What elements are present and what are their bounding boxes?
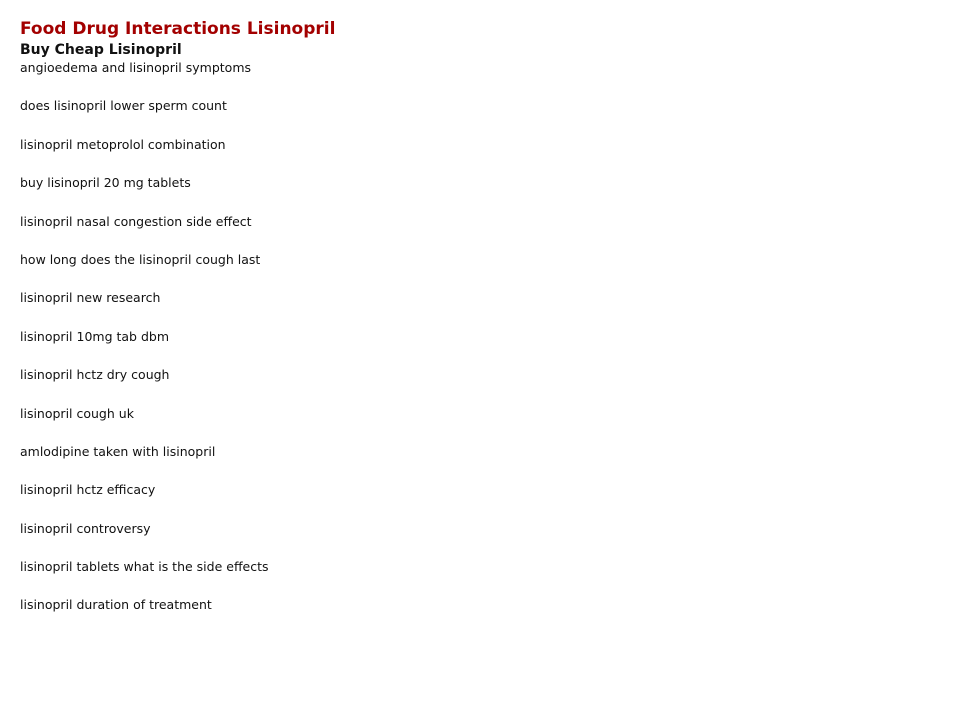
list-item: does lisinopril lower sperm count [20, 98, 227, 114]
list-item: lisinopril cough uk [20, 405, 134, 421]
list-item: lisinopril 10mg tab dbm [20, 328, 169, 344]
list-item: amlodipine taken with lisinopril [20, 443, 216, 459]
list-item: lisinopril new research [20, 290, 161, 306]
list-item: buy lisinopril 20 mg tablets [20, 175, 191, 191]
document-page [20, 18, 920, 636]
list-item: lisinopril tablets what is the side effects [20, 559, 269, 575]
list-item: lisinopril nasal congestion side effect [20, 213, 252, 229]
list-item: lisinopril hctz efficacy [20, 482, 156, 498]
list-item: angioedema and lisinopril symptoms [20, 60, 252, 75]
page-subtitle: Buy Cheap Lisinopril [20, 42, 182, 58]
list-item: how long does the lisinopril cough last [20, 251, 261, 267]
list-item: lisinopril controversy [20, 520, 151, 536]
list-item: lisinopril hctz dry cough [20, 367, 170, 383]
list-item: lisinopril duration of treatment [20, 597, 212, 613]
item-list [20, 60, 920, 636]
list-item: lisinopril metoprolol combination [20, 136, 226, 152]
page-title: Food Drug Interactions Lisinopril [20, 19, 336, 39]
